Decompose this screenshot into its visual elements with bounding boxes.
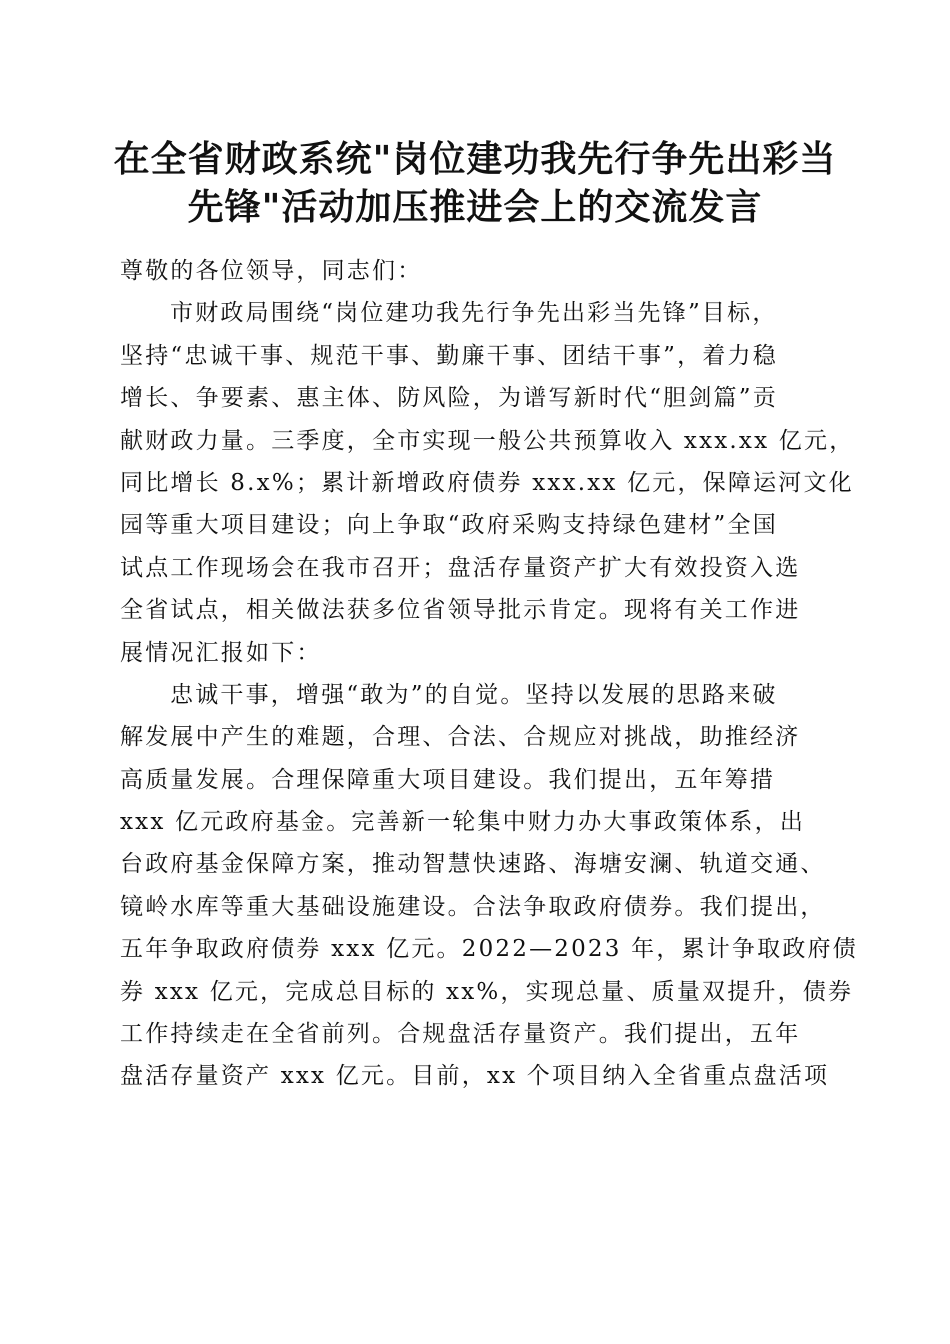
paragraph-line: 献财政力量。三季度，全市实现一般公共预算收入 xxx.xx 亿元， [120,427,855,454]
salutation: 尊敬的各位领导，同志们： [120,258,423,284]
paragraph-line: 忠诚干事，增强“敢为”的自觉。坚持以发展的思路来破 [170,681,778,708]
paragraph-line: 五年争取政府债券 xxx 亿元。2022—2023 年，累计争取政府债 [120,936,858,963]
title-line-1: 在全省财政系统"岗位建功我先行争先出彩当 [113,139,837,180]
paragraph-line: 坚持“忠诚干事、规范干事、勤廉干事、团结干事”，着力稳 [120,342,778,369]
document-body [120,250,858,1098]
paragraph-line: 券 xxx 亿元，完成总目标的 xx%，实现总量、质量双提升，债券 [120,978,854,1005]
paragraph-line: 盘活存量资产 xxx 亿元。目前，xx 个项目纳入全省重点盘活项 [120,1063,830,1090]
paragraph-line: 增长、争要素、惠主体、防风险，为谱写新时代“胆剑篇”贡 [120,385,778,412]
paragraph-line: 工作持续走在全省前列。合规盘活存量资产。我们提出，五年 [120,1021,801,1048]
paragraph-line: 台政府基金保障方案，推动智慧快速路、海塘安澜、轨道交通、 [120,851,826,878]
paragraph-line: 试点工作现场会在我市召开；盘活存量资产扩大有效投资入选 [120,554,801,581]
paragraph-line: 园等重大项目建设；向上争取“政府采购支持绿色建材”全国 [120,512,778,539]
paragraph-line: 解发展中产生的难题，合理、合法、合规应对挑战，助推经济 [120,724,801,751]
paragraph-line: 市财政局围绕“岗位建功我先行争先出彩当先锋”目标， [170,300,778,327]
paragraph-line: 镜岭水库等重大基础设施建设。合法争取政府债券。我们提出， [120,893,826,920]
paragraph-line: 全省试点，相关做法获多位省领导批示肯定。现将有关工作进 [120,597,801,624]
paragraph-line: 高质量发展。合理保障重大项目建设。我们提出，五年筹措 [120,766,776,793]
title-line-2: 先锋"活动加压推进会上的交流发言 [187,187,763,228]
paragraph-line: 同比增长 8.x%；累计新增政府债券 xxx.xx 亿元，保障运河文化 [120,469,854,496]
paragraph-line: 展情况汇报如下： [120,639,322,666]
document-title [100,136,850,232]
paragraph-line: xxx 亿元政府基金。完善新一轮集中财力办大事政策体系，出 [120,809,806,836]
